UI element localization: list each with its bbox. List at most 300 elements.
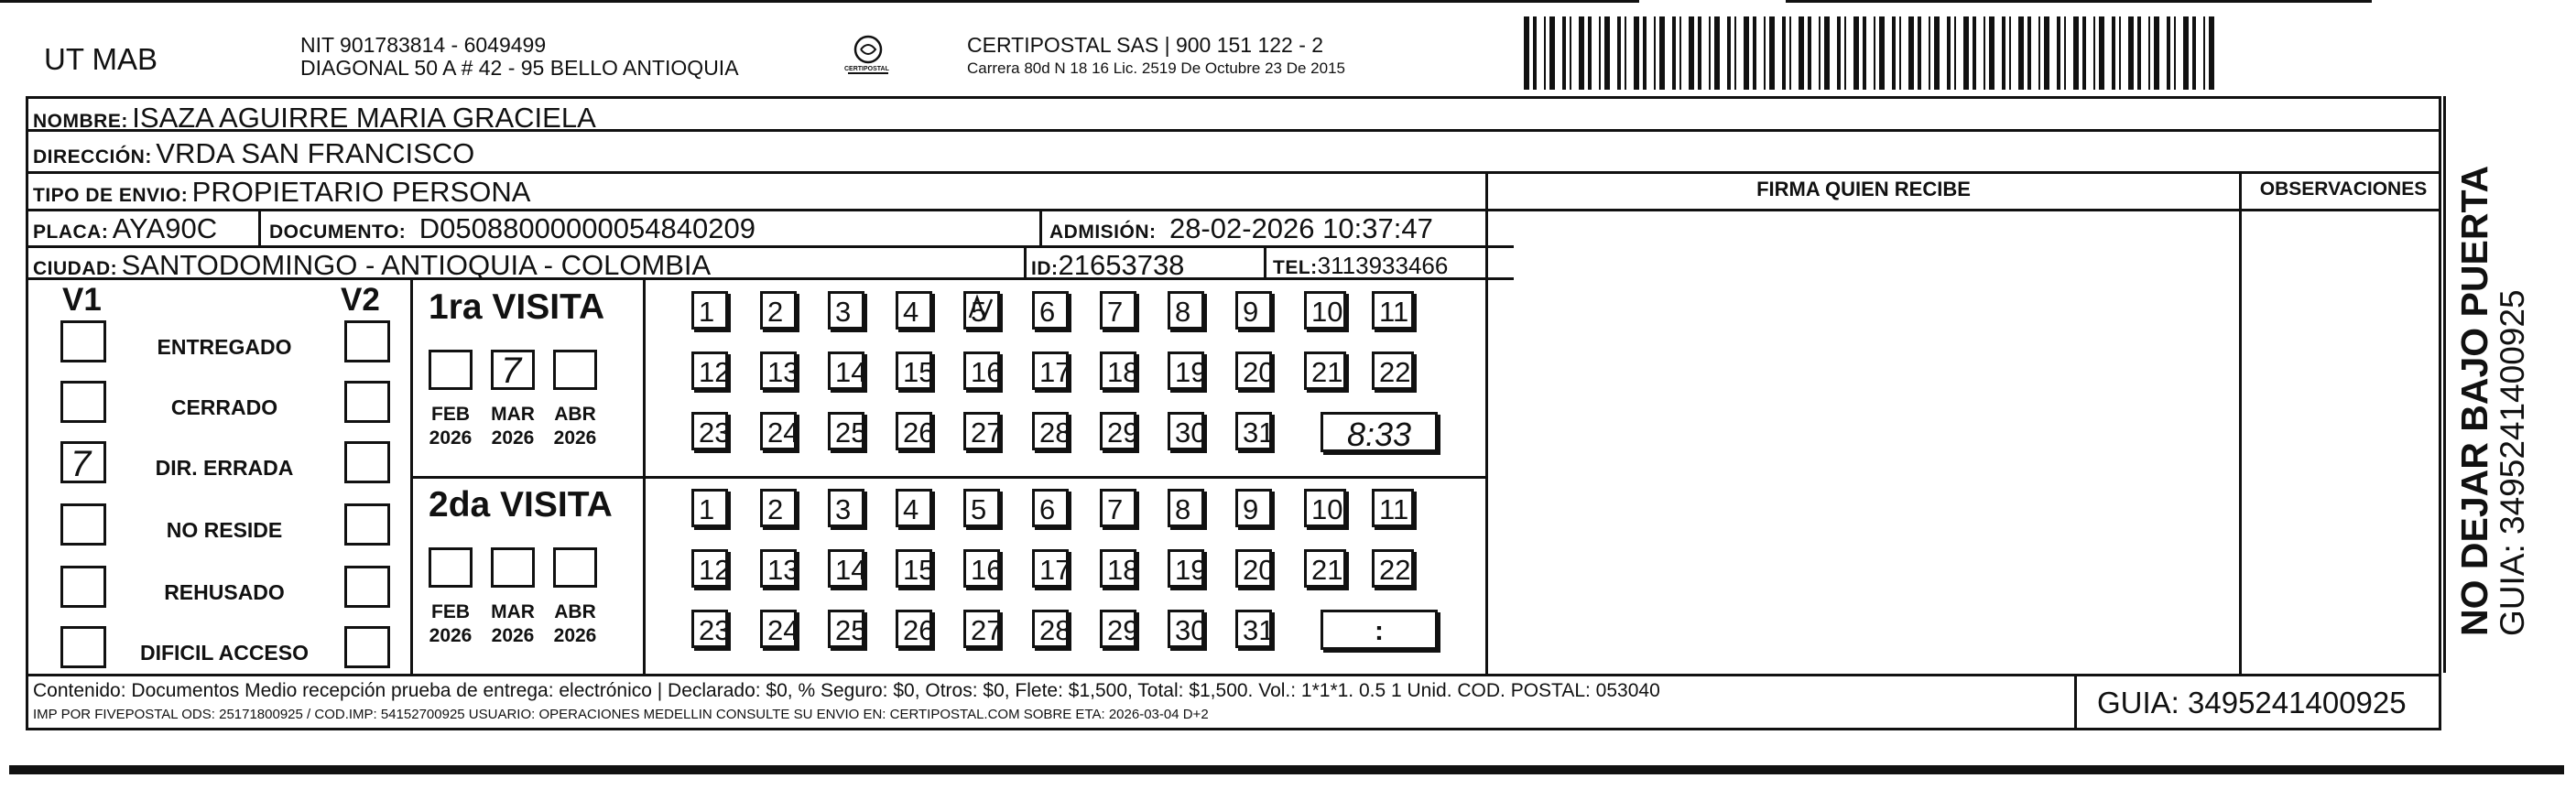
barcode-bar <box>1984 16 1985 90</box>
id-label: ID: <box>1031 258 1059 279</box>
barcode-bar <box>1874 16 1875 90</box>
v2-checkbox[interactable] <box>344 381 390 423</box>
barcode-bar <box>1954 16 1956 90</box>
day-box[interactable] <box>691 610 731 648</box>
status-label: NO RESIDE <box>166 518 283 542</box>
day-box[interactable] <box>1168 610 1207 648</box>
day-box[interactable] <box>963 610 1003 648</box>
day-number: 24 <box>767 416 799 449</box>
day-number: 24 <box>767 614 799 646</box>
day-box[interactable] <box>1304 489 1346 527</box>
barcode-bar <box>1570 16 1571 90</box>
day-box[interactable] <box>1372 351 1414 390</box>
day-number: 1 <box>699 493 715 525</box>
day-box[interactable] <box>1304 549 1346 588</box>
top-edge-line-right <box>1786 0 2372 3</box>
bottom-edge-line <box>9 765 2564 774</box>
barcode-bar <box>1769 16 1775 90</box>
carrier-name: CERTIPOSTAL SAS | 900 151 122 - 2 <box>967 33 1324 57</box>
day-box[interactable] <box>1100 610 1139 648</box>
barcode-bar <box>2192 16 2196 90</box>
shipment-type: PROPIETARIO PERSONA <box>191 176 531 208</box>
day-box[interactable] <box>1372 291 1414 330</box>
barcode-bar <box>1782 16 1786 90</box>
col-line <box>258 209 261 245</box>
admission-value: 28-02-2026 10:37:47 <box>1168 212 1433 244</box>
day-number: 3 <box>835 296 852 328</box>
day-number: 29 <box>1107 416 1139 449</box>
status-label: DIR. ERRADA <box>155 456 294 480</box>
type-label: TIPO DE ENVIO: <box>33 185 189 206</box>
observations-area[interactable] <box>2242 211 2441 674</box>
day-number: 7 <box>1107 296 1124 328</box>
month-mark: 7 <box>501 351 522 391</box>
day-box[interactable] <box>1235 489 1272 527</box>
time-value: : <box>1375 616 1384 646</box>
row-line <box>26 245 1514 248</box>
day-number: 29 <box>1107 614 1139 646</box>
barcode-bar <box>1899 16 1901 90</box>
month-label: FEB <box>431 404 470 425</box>
barcode-bar <box>1918 16 1921 90</box>
barcode-bar <box>1908 16 1914 90</box>
day-number: 20 <box>1243 356 1275 388</box>
barcode-bar <box>1679 16 1681 90</box>
day-box[interactable] <box>963 351 1003 390</box>
barcode-bar <box>1599 16 1601 90</box>
barcode-bar <box>1844 16 1846 90</box>
admission-cell <box>1049 214 1433 243</box>
month-year: 2026 <box>491 625 535 646</box>
barcode-bar <box>1533 16 1537 90</box>
month-label: FEB <box>431 601 470 622</box>
day-number: 26 <box>903 614 935 646</box>
barcode-bar <box>2148 16 2150 90</box>
month-year: 2026 <box>491 427 535 449</box>
col-line <box>1039 209 1042 245</box>
city-cell <box>33 251 711 279</box>
document-label: DOCUMENTO: <box>269 222 407 243</box>
barcode-bar <box>2099 16 2104 90</box>
day-number: 14 <box>835 554 867 586</box>
address-row <box>33 139 474 168</box>
col-line <box>1024 245 1027 278</box>
day-number: 26 <box>903 416 935 449</box>
logo-text: CERTIPOSTAL <box>844 66 889 72</box>
day-number: 4 <box>903 296 919 328</box>
top-edge-line <box>0 0 1639 3</box>
barcode-bar <box>2044 16 2049 90</box>
day-box[interactable] <box>1032 489 1069 527</box>
day-box[interactable] <box>691 291 728 330</box>
day-number: 25 <box>835 416 867 449</box>
day-box[interactable] <box>1372 549 1414 588</box>
row-line <box>26 171 2441 174</box>
day-box[interactable] <box>1100 351 1139 390</box>
row-line <box>26 209 1514 211</box>
v2-checkbox[interactable] <box>344 441 390 483</box>
day-number: 6 <box>1039 493 1056 525</box>
barcode-bar <box>2154 16 2159 90</box>
day-number: 10 <box>1311 296 1343 328</box>
day-box[interactable] <box>1100 291 1136 330</box>
day-box[interactable] <box>691 489 728 527</box>
footer-line <box>26 674 2441 676</box>
barcode-bar <box>2112 16 2115 90</box>
barcode-bar <box>1929 16 1930 90</box>
type-row <box>33 178 530 206</box>
day-number: 16 <box>971 356 1003 388</box>
signature-header: FIRMA QUIEN RECIBE <box>1756 178 1971 200</box>
day-number: 8 <box>1175 296 1191 328</box>
time-box[interactable] <box>1321 412 1438 452</box>
day-box[interactable] <box>1235 351 1275 390</box>
barcode-bar <box>1853 16 1859 90</box>
v1-checkbox[interactable] <box>60 566 106 608</box>
barcode-bar <box>1524 16 1529 90</box>
day-number: 9 <box>1243 296 1259 328</box>
city-label: CIUDAD: <box>33 258 118 279</box>
barcode-bar <box>1808 16 1811 90</box>
day-number: 21 <box>1311 356 1343 388</box>
barcode-bar <box>2119 16 2121 90</box>
barcode-bar <box>2209 16 2214 90</box>
day-number: 11 <box>1379 493 1409 525</box>
day-box[interactable] <box>1100 549 1139 588</box>
v2-checkbox[interactable] <box>344 626 390 668</box>
day-number: 6 <box>1039 296 1056 328</box>
carrier-license: Carrera 80d N 18 16 Lic. 2519 De Octubre 23 De 2015 <box>967 59 1345 77</box>
day-box[interactable] <box>760 610 797 648</box>
barcode-bar <box>1789 16 1791 90</box>
day-box[interactable] <box>1235 291 1272 330</box>
day-box[interactable] <box>691 412 731 450</box>
barcode-bar <box>1643 16 1647 90</box>
day-number: 23 <box>699 614 731 646</box>
day-box[interactable] <box>1032 610 1069 648</box>
v1-checkbox[interactable] <box>60 441 106 483</box>
day-number: 25 <box>835 614 867 646</box>
month-checkbox[interactable] <box>553 350 597 390</box>
day-box[interactable] <box>691 351 731 390</box>
barcode-bar <box>2128 16 2134 90</box>
barcode-bar <box>1753 16 1756 90</box>
status-label: ENTREGADO <box>157 335 292 359</box>
id-value: 21653738 <box>1058 249 1185 281</box>
day-number: 21 <box>1311 554 1343 586</box>
month-checkbox[interactable] <box>429 547 473 588</box>
day-number: 5 <box>971 296 987 328</box>
status-label: CERRADO <box>170 395 278 419</box>
day-box[interactable] <box>1235 412 1275 450</box>
barcode-bar <box>1764 16 1766 90</box>
v1-mark: 7 <box>71 444 92 484</box>
day-box[interactable] <box>1168 351 1207 390</box>
day-number: 13 <box>767 554 799 586</box>
day-box[interactable] <box>1168 489 1204 527</box>
v1-checkbox[interactable] <box>60 626 106 668</box>
day-box[interactable] <box>760 489 797 527</box>
day-number: 22 <box>1379 356 1411 388</box>
signature-area[interactable] <box>1488 211 2239 674</box>
month-checkbox[interactable] <box>491 547 535 588</box>
month-checkbox[interactable] <box>429 350 473 390</box>
day-number: 15 <box>903 554 935 586</box>
day-number: 30 <box>1175 614 1207 646</box>
recipient-name: ISAZA AGUIRRE MARIA GRACIELA <box>132 102 596 134</box>
month-checkbox[interactable] <box>491 350 535 390</box>
day-number: 2 <box>767 493 784 525</box>
day-box[interactable] <box>1100 489 1136 527</box>
v2-label: V2 <box>341 282 380 318</box>
day-number: 1 <box>699 296 715 328</box>
footer-content: Contenido: Documentos Medio recepción prueba de entrega: electrónico | Declarado: $0, % Seguro: $0, Otros: $0, Flete: $1,500, Total: $1,500. Vol.: 1*1*1. 0.5 1 Unid. COD. POSTAL: 053040 <box>33 680 1660 701</box>
month-year: 2026 <box>429 427 473 449</box>
tel-value: 3113933466 <box>1317 252 1449 279</box>
day-number: 18 <box>1107 356 1139 388</box>
day-box[interactable] <box>828 610 867 648</box>
barcode-bar <box>1824 16 1830 90</box>
v1-checkbox[interactable] <box>60 381 106 423</box>
day-number: 12 <box>699 554 731 586</box>
v2-checkbox[interactable] <box>344 320 390 362</box>
company-name: UT MAB <box>44 42 158 76</box>
visit-separator <box>410 476 1486 479</box>
day-number: 19 <box>1175 356 1207 388</box>
time-box[interactable] <box>1321 610 1438 650</box>
barcode-bar <box>2064 16 2066 90</box>
v2-checkbox[interactable] <box>344 566 390 608</box>
day-box[interactable] <box>1372 489 1414 527</box>
day-box[interactable] <box>963 412 1003 450</box>
document-value: D05088000000054840209 <box>418 212 755 244</box>
day-box[interactable] <box>691 549 731 588</box>
barcode-bar <box>1634 16 1639 90</box>
address-label: DIRECCIÓN: <box>33 146 152 168</box>
barcode-bar <box>1544 16 1546 90</box>
day-number: 20 <box>1243 554 1275 586</box>
day-box[interactable] <box>1304 291 1346 330</box>
day-number: 27 <box>971 614 1003 646</box>
footer-guia: GUIA: 3495241400925 <box>2097 686 2407 719</box>
day-box[interactable] <box>963 291 1000 330</box>
barcode-bar <box>1588 16 1592 90</box>
day-number: 3 <box>835 493 852 525</box>
day-box[interactable] <box>1235 549 1275 588</box>
v1-checkbox[interactable] <box>60 503 106 546</box>
barcode-bar <box>1654 16 1656 90</box>
day-number: 22 <box>1379 554 1411 586</box>
tel-label: TEL: <box>1273 257 1318 278</box>
barcode-bar <box>2002 16 2005 90</box>
day-number: 14 <box>835 356 867 388</box>
barcode-bar <box>1879 16 1885 90</box>
day-box[interactable] <box>1032 412 1069 450</box>
day-box[interactable] <box>896 610 935 648</box>
barcode-bar <box>2167 16 2170 90</box>
day-box[interactable] <box>1032 549 1069 588</box>
day-number: 27 <box>971 416 1003 449</box>
barcode-bar <box>1947 16 1951 90</box>
barcode-bar <box>1672 16 1676 90</box>
plate-value: AYA90C <box>112 212 218 244</box>
time-value: 8:33 <box>1346 416 1412 453</box>
barcode-bar <box>2009 16 2011 90</box>
day-number: 5 <box>971 493 987 525</box>
status-label: DIFICIL ACCESO <box>139 641 309 665</box>
status-label: REHUSADO <box>164 580 285 604</box>
id-cell <box>1031 251 1184 279</box>
name-row <box>33 103 596 132</box>
barcode-bar <box>1714 16 1720 90</box>
day-number: 17 <box>1039 356 1071 388</box>
barcode-bar <box>2057 16 2060 90</box>
barcode-bar <box>2073 16 2079 90</box>
day-box[interactable] <box>1168 291 1204 330</box>
barcode-bar <box>1562 16 1566 90</box>
day-box[interactable] <box>1304 351 1346 390</box>
day-box[interactable] <box>828 291 864 330</box>
day-number: 18 <box>1107 554 1139 586</box>
barcode-bar <box>2137 16 2141 90</box>
visit-title: 2da VISITA <box>429 485 613 524</box>
col-line-footer <box>2074 674 2077 730</box>
month-label: ABR <box>554 404 596 425</box>
day-box[interactable] <box>1100 412 1139 450</box>
day-number: 16 <box>971 554 1003 586</box>
barcode-bar <box>1934 16 1940 90</box>
barcode-bar <box>1973 16 1976 90</box>
barcode-bar <box>1625 16 1626 90</box>
barcode-bar <box>2203 16 2205 90</box>
barcode-bar <box>2174 16 2176 90</box>
day-box[interactable] <box>1168 549 1207 588</box>
barcode-bar <box>1689 16 1694 90</box>
day-box[interactable] <box>828 549 867 588</box>
barcode-bar <box>1989 16 1994 90</box>
day-box[interactable] <box>828 489 864 527</box>
admission-label: ADMISIÓN: <box>1049 222 1157 243</box>
month-year: 2026 <box>553 427 597 449</box>
barcode-bar <box>1892 16 1896 90</box>
barcode-bar <box>1659 16 1665 90</box>
day-box[interactable] <box>963 549 1003 588</box>
month-label: ABR <box>554 601 596 622</box>
plate-label: PLACA: <box>33 222 109 243</box>
barcode-bar <box>1549 16 1555 90</box>
barcode-bar <box>1963 16 1969 90</box>
day-box[interactable] <box>760 351 797 390</box>
barcode-bar <box>1727 16 1731 90</box>
day-box[interactable] <box>896 412 935 450</box>
barcode-bar <box>1709 16 1711 90</box>
month-checkbox[interactable] <box>553 547 597 588</box>
day-number: 9 <box>1243 493 1259 525</box>
day-box[interactable] <box>1235 610 1275 648</box>
day-number: 12 <box>699 356 731 388</box>
day-box[interactable] <box>963 489 1000 527</box>
day-number: 8 <box>1175 493 1191 525</box>
day-box[interactable] <box>896 351 935 390</box>
document-cell <box>269 214 755 243</box>
day-scribble-mark <box>964 290 1001 327</box>
day-number: 10 <box>1311 493 1343 525</box>
day-box[interactable] <box>1032 351 1069 390</box>
day-box[interactable] <box>760 549 797 588</box>
day-number: 13 <box>767 356 799 388</box>
v1-checkbox[interactable] <box>60 320 106 362</box>
side-text <box>2454 166 2531 636</box>
barcode-bar <box>2027 16 2031 90</box>
barcode-bar <box>1819 16 1821 90</box>
day-box[interactable] <box>896 549 935 588</box>
barcode-bar <box>1744 16 1749 90</box>
day-number: 17 <box>1039 554 1071 586</box>
company-address: DIAGONAL 50 A # 42 - 95 BELLO ANTIOQUIA <box>300 56 739 80</box>
barcode <box>1524 16 2220 90</box>
day-number: 19 <box>1175 554 1207 586</box>
day-number: 28 <box>1039 614 1071 646</box>
barcode-bar <box>1734 16 1736 90</box>
barcode-bar <box>1617 16 1621 90</box>
month-label: MAR <box>491 404 535 425</box>
day-number: 2 <box>767 296 784 328</box>
day-box[interactable] <box>1168 412 1207 450</box>
observations-header: OBSERVACIONES <box>2259 178 2428 200</box>
month-year: 2026 <box>553 625 597 646</box>
visit-title: 1ra VISITA <box>429 287 605 327</box>
day-number: 15 <box>903 356 935 388</box>
barcode-bar <box>2038 16 2040 90</box>
day-box[interactable] <box>896 489 932 527</box>
day-number: 11 <box>1379 296 1409 328</box>
month-year: 2026 <box>429 625 473 646</box>
col-line <box>1264 245 1266 278</box>
day-box[interactable] <box>828 351 867 390</box>
plate-cell <box>33 214 217 243</box>
day-box[interactable] <box>760 412 797 450</box>
day-box[interactable] <box>1032 291 1069 330</box>
barcode-bar <box>1579 16 1584 90</box>
day-number: 30 <box>1175 416 1207 449</box>
certipostal-logo <box>841 33 896 79</box>
barcode-bar <box>1799 16 1804 90</box>
barcode-bar <box>2183 16 2189 90</box>
day-box[interactable] <box>760 291 797 330</box>
v1-label: V1 <box>62 282 102 318</box>
footer-imp: IMP POR FIVEPOSTAL ODS: 25171800925 / COD.IMP: 54152700925 USUARIO: OPERACIONES MEDELLIN CONSULTE SU ENVIO EN: CERTIPOSTAL.COM SOBRE ETA: 2026-03-04 D+2 <box>33 707 1209 722</box>
day-number: 7 <box>1107 493 1124 525</box>
barcode-bar <box>2082 16 2086 90</box>
company-nit: NIT 901783814 - 6049499 <box>300 33 547 57</box>
barcode-bar <box>2018 16 2024 90</box>
day-number: 4 <box>903 493 919 525</box>
v2-checkbox[interactable] <box>344 503 390 546</box>
barcode-bar <box>1604 16 1610 90</box>
barcode-bar <box>1837 16 1841 90</box>
day-number: 28 <box>1039 416 1071 449</box>
day-number: 31 <box>1243 416 1275 449</box>
day-number: 23 <box>699 416 731 449</box>
side-guia: GUIA: 3495241400925 <box>2494 289 2531 636</box>
month-label: MAR <box>491 601 535 622</box>
col-line-right <box>2443 96 2446 673</box>
day-box[interactable] <box>828 412 867 450</box>
barcode-bar <box>1863 16 1866 90</box>
tel-cell <box>1273 254 1448 277</box>
barcode-bar <box>2093 16 2095 90</box>
day-box[interactable] <box>896 291 932 330</box>
